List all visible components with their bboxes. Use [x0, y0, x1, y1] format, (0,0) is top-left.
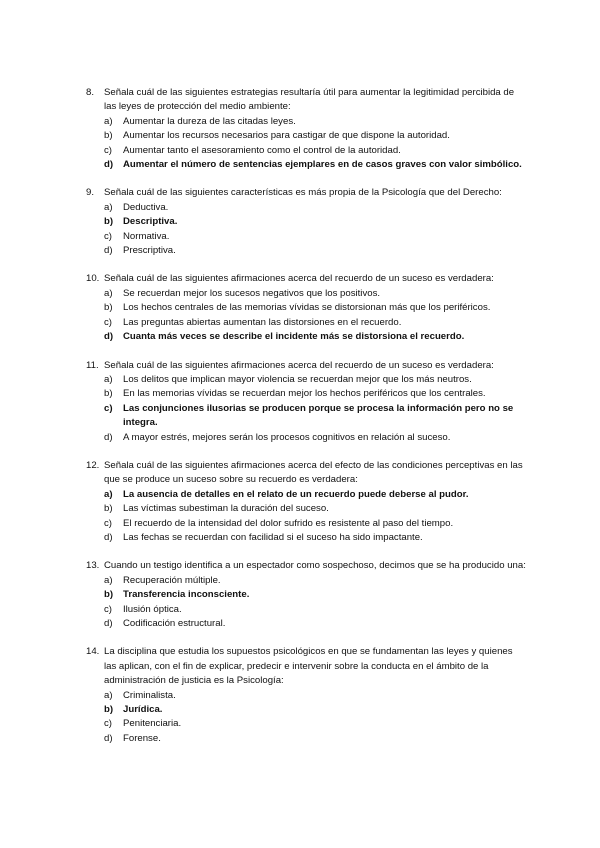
- option-text: Se recuerdan mejor los sucesos negativos que los positivos.: [123, 287, 381, 299]
- question-11: [86, 359, 526, 445]
- option-text: Prescriptiva.: [123, 245, 176, 257]
- question-list: [86, 86, 526, 760]
- question-text: La disciplina que estudia los supuestos psicológicos en que se fundamentan las leyes y quienes las aplican, con el fin de explicar, predecir e intervenir sobre la conducta en el ámbito de la administración de justicia es la Psicología:: [104, 646, 513, 687]
- option-text: Aumentar los recursos necesarios para castigar de que dispone la autoridad.: [123, 130, 450, 142]
- question-8: [86, 86, 526, 172]
- option-text: Forense.: [123, 732, 161, 744]
- answer-option: [86, 316, 526, 330]
- answer-option: [86, 373, 526, 387]
- question-stem: [86, 272, 526, 286]
- option-letter: c): [104, 718, 112, 730]
- answer-options: [86, 488, 526, 546]
- option-text: Descriptiva.: [123, 216, 178, 228]
- question-number: 11.: [86, 359, 99, 371]
- answer-options: [86, 373, 526, 445]
- option-text: Aumentar la dureza de las citadas leyes.: [123, 115, 296, 127]
- option-letter: b): [104, 216, 114, 228]
- answer-option-correct: [86, 215, 526, 229]
- answer-options: [86, 689, 526, 747]
- answer-options: [86, 287, 526, 345]
- option-text: Los hechos centrales de las memorias vívidas se distorsionan más que los periféricos.: [123, 302, 491, 314]
- answer-option: [86, 732, 526, 746]
- answer-options: [86, 115, 526, 173]
- option-text: Las víctimas subestiman la duración del suceso.: [123, 503, 329, 515]
- answer-option: [86, 301, 526, 315]
- question-text: Señala cuál de las siguientes afirmaciones acerca del recuerdo de un suceso es verdadera:: [104, 359, 494, 371]
- option-text: Criminalista.: [123, 689, 176, 701]
- option-text: Los delitos que implican mayor violencia se recuerdan mejor que los más neutros.: [123, 373, 472, 385]
- option-letter: a): [104, 373, 113, 385]
- answer-option: [86, 717, 526, 731]
- option-letter: a): [104, 689, 113, 701]
- answer-option-correct: [86, 488, 526, 502]
- answer-option: [86, 244, 526, 258]
- option-letter: b): [104, 388, 113, 400]
- option-text: Transferencia inconsciente.: [123, 589, 250, 601]
- answer-option: [86, 144, 526, 158]
- option-text: Las fechas se recuerdan con facilidad si el suceso ha sido impactante.: [123, 531, 423, 543]
- option-text: Aumentar tanto el asesoramiento como el control de la autoridad.: [123, 144, 401, 156]
- option-text: Las conjunciones ilusorias se producen porque se procesa la información pero no se integra.: [123, 402, 514, 429]
- option-text: La ausencia de detalles en el relato de un recuerdo puede deberse al pudor.: [123, 488, 469, 500]
- answer-option: [86, 574, 526, 588]
- answer-option: [86, 617, 526, 631]
- answer-option: [86, 115, 526, 129]
- option-letter: b): [104, 589, 114, 601]
- question-number: 9.: [86, 187, 95, 199]
- option-text: A mayor estrés, mejores serán los procesos cognitivos en relación al suceso.: [123, 431, 451, 443]
- option-letter: c): [104, 517, 112, 529]
- option-text: Recuperación múltiple.: [123, 574, 221, 586]
- option-letter: c): [104, 402, 113, 414]
- question-number: 14.: [86, 646, 100, 658]
- option-letter: d): [104, 331, 114, 343]
- option-letter: d): [104, 732, 113, 744]
- option-text: Codificación estructural.: [123, 618, 226, 629]
- answer-option: [86, 689, 526, 703]
- question-stem: [86, 645, 526, 688]
- option-letter: d): [104, 531, 113, 543]
- question-text: Señala cuál de las siguientes características es más propia de la Psicología que del Derecho:: [104, 187, 502, 199]
- option-letter: d): [104, 245, 113, 257]
- option-letter: a): [104, 488, 113, 500]
- answer-option: [86, 129, 526, 143]
- answer-option: [86, 517, 526, 531]
- answer-option-correct: [86, 588, 526, 602]
- answer-option: [86, 230, 526, 244]
- question-text: Cuando un testigo identifica a un espectador como sospechoso, decimos que se ha producido una:: [104, 560, 526, 572]
- answer-option-correct: [86, 330, 526, 344]
- question-stem: [86, 359, 526, 373]
- answer-option: [86, 387, 526, 401]
- option-text: Ilusión óptica.: [123, 603, 182, 615]
- answer-options: [86, 201, 526, 259]
- answer-option: [86, 603, 526, 617]
- question-12: [86, 459, 526, 545]
- option-letter: c): [104, 316, 112, 328]
- option-letter: b): [104, 130, 113, 142]
- question-13: [86, 559, 526, 631]
- answer-option-correct: [86, 158, 526, 172]
- answer-options: [86, 574, 526, 632]
- option-letter: a): [104, 287, 113, 299]
- answer-option-correct: [86, 703, 526, 717]
- question-stem: [86, 459, 526, 488]
- question-stem: [86, 559, 526, 573]
- question-10: [86, 272, 526, 344]
- answer-option-correct: [86, 402, 526, 431]
- option-text: Cuanta más veces se describe el incidente más se distorsiona el recuerdo.: [123, 331, 465, 343]
- option-letter: a): [104, 201, 113, 213]
- option-letter: d): [104, 159, 114, 171]
- option-text: El recuerdo de la intensidad del dolor sufrido es resistente al paso del tiempo.: [123, 517, 454, 529]
- question-number: 13.: [86, 560, 100, 572]
- option-text: Normativa.: [123, 230, 170, 242]
- option-text: Penitenciaria.: [123, 718, 182, 730]
- question-14: [86, 645, 526, 746]
- answer-option: [86, 431, 526, 445]
- option-text: En las memorias vívidas se recuerdan mejor los hechos periféricos que los centrales.: [123, 388, 486, 400]
- option-letter: b): [104, 302, 113, 314]
- question-9: [86, 186, 526, 258]
- option-text: Jurídica.: [123, 704, 163, 716]
- question-number: 8.: [86, 87, 95, 98]
- option-letter: d): [104, 618, 113, 629]
- answer-option: [86, 531, 526, 545]
- question-number: 12.: [86, 459, 100, 471]
- option-letter: a): [104, 574, 113, 586]
- option-letter: a): [104, 115, 113, 127]
- option-letter: c): [104, 603, 112, 615]
- option-letter: b): [104, 503, 113, 515]
- option-letter: b): [104, 704, 114, 716]
- answer-option: [86, 287, 526, 301]
- option-text: Aumentar el número de sentencias ejemplares en de casos graves con valor simbólico.: [123, 159, 522, 171]
- answer-option: [86, 502, 526, 516]
- option-letter: d): [104, 431, 113, 443]
- question-text: Señala cuál de las siguientes afirmaciones acerca del efecto de las condiciones perceptivas en las que se produce un suceso sobre su recuerdo es verdadera:: [104, 459, 523, 486]
- answer-option: [86, 201, 526, 215]
- question-text: Señala cuál de las siguientes afirmaciones acerca del recuerdo de un suceso es verdadera:: [104, 273, 494, 285]
- question-stem: [86, 86, 526, 115]
- option-letter: c): [104, 144, 112, 156]
- question-stem: [86, 186, 526, 200]
- question-number: 10.: [86, 273, 100, 285]
- option-letter: c): [104, 230, 112, 242]
- option-text: Las preguntas abiertas aumentan las distorsiones en el recuerdo.: [123, 316, 402, 328]
- question-text: Señala cuál de las siguientes estrategias resultaría útil para aumentar la legitimidad percibida de las leyes de protección del medio ambiente:: [104, 87, 515, 113]
- option-text: Deductiva.: [123, 201, 169, 213]
